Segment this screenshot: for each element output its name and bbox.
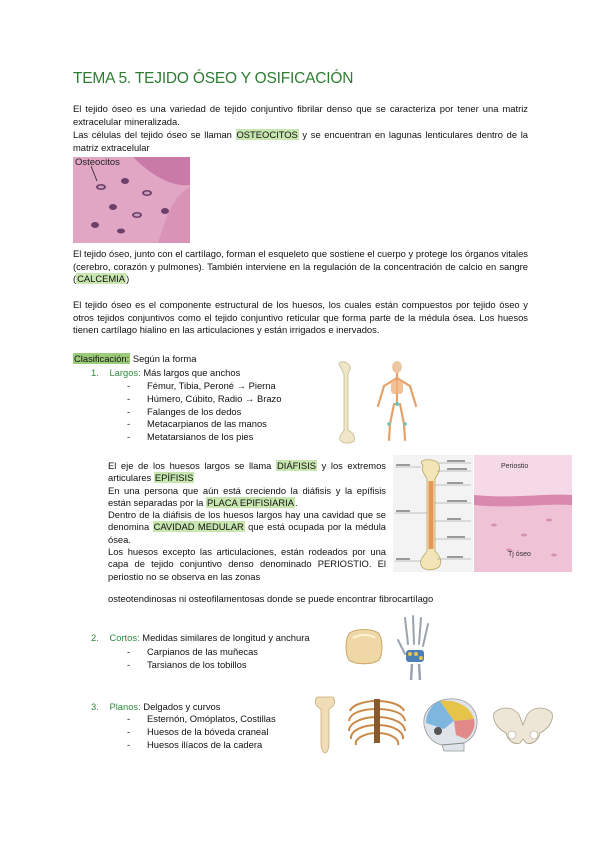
list-item: - Metatarsianos de los pies bbox=[127, 431, 281, 444]
periostio-text: Los huesos excepto las articulaciones, están rodeados por una capa de tejido conjuntivo denso denominado PERIOSTIO. El periostio no se observa en las zonas bbox=[108, 546, 386, 582]
largos-number: 1. bbox=[91, 367, 99, 378]
femur-image bbox=[334, 360, 362, 444]
epifisis-highlight: EPÍFISIS bbox=[154, 472, 194, 484]
intro-paragraph-2 bbox=[73, 129, 528, 154]
diafisis-highlight: DIÁFISIS bbox=[276, 460, 317, 471]
ribcage-image bbox=[344, 695, 410, 753]
periostio-label: Periostio bbox=[501, 463, 529, 470]
list-item: - Falanges de los dedos bbox=[127, 406, 281, 419]
cortos-desc: Medidas similares de longitud y anchura bbox=[139, 632, 310, 643]
classification-subtitle: Según la forma bbox=[130, 353, 197, 364]
hand-bones-image bbox=[395, 614, 435, 682]
sternum-image bbox=[311, 695, 339, 755]
placa-text-b: . bbox=[295, 496, 298, 508]
list-item: - Fémur, Tibia, Peroné → Pierna bbox=[127, 380, 281, 393]
skull-image bbox=[414, 695, 482, 755]
list-item: - Húmero, Cúbito, Radio → Brazo bbox=[127, 393, 281, 406]
osteocitos-highlight: OSTEOCITOS bbox=[236, 129, 298, 140]
tj-oseo-label: Tj óseo bbox=[508, 551, 531, 558]
cortos-number: 2. bbox=[91, 632, 99, 643]
list-item: - Esternón, Omóplatos, Costillas bbox=[127, 713, 276, 726]
cavidad-highlight: CAVIDAD MEDULAR bbox=[153, 521, 244, 533]
cortos-heading bbox=[91, 632, 310, 644]
periostio-text-end: osteotendinosas ni osteofilamentosas donde se puede encontrar fibrocartílago bbox=[108, 593, 434, 604]
diafisis-text-b: y los extremos articulares bbox=[108, 460, 386, 484]
functions-text: El tejido óseo, junto con el cartílago, forman el esqueleto que sostiene el cuerpo y protege los órganos vitales (cerebro, corazón y pulmones). También interviene en la regulación de la concentración de calcio en sangre ( bbox=[73, 248, 528, 285]
list-item: - Tarsianos de los tobillos bbox=[127, 659, 258, 672]
diafisis-text bbox=[108, 460, 386, 485]
classification-header bbox=[73, 353, 196, 365]
largos-name: Largos: bbox=[109, 367, 141, 378]
planos-desc: Delgados y curvos bbox=[140, 701, 221, 712]
placa-highlight: PLACA EPIFISIARIA bbox=[206, 496, 294, 508]
calcemia-highlight: CALCEMIA bbox=[77, 273, 126, 285]
largos-detail bbox=[108, 460, 386, 583]
cortos-name: Cortos: bbox=[109, 632, 140, 643]
largos-list bbox=[127, 380, 281, 444]
list-item: - Metacarpianos de las manos bbox=[127, 418, 281, 431]
list-item: - Huesos ilíacos de la cadera bbox=[127, 739, 276, 752]
skeleton-image bbox=[372, 360, 422, 444]
osteocitos-image bbox=[73, 157, 190, 243]
cavidad-text-a: Dentro de la diáfisis de los huesos largos hay una cavidad que se denomina bbox=[108, 509, 386, 533]
planos-list bbox=[127, 713, 276, 751]
placa-text-a: En una persona que aún está creciendo la diáfisis y la epífisis están separadas por la bbox=[108, 484, 386, 508]
classification-label: Clasificación: bbox=[74, 353, 130, 364]
placa-text bbox=[108, 485, 386, 510]
cavidad-text-b: que está ocupada por la médula ósea. bbox=[108, 521, 386, 545]
cortos-list bbox=[127, 646, 258, 672]
functions-text-end: ) bbox=[126, 273, 130, 285]
short-bone-image bbox=[343, 626, 385, 666]
intro-paragraph-1 bbox=[73, 103, 528, 128]
list-item: - Huesos de la bóveda craneal bbox=[127, 726, 276, 739]
planos-name: Planos: bbox=[109, 701, 141, 712]
pelvis-image bbox=[490, 703, 556, 749]
largos-desc: Más largos que anchos bbox=[140, 367, 241, 378]
functions-paragraph bbox=[73, 248, 528, 286]
page-title: TEMA 5. TEJIDO ÓSEO Y OSIFICACIÓN bbox=[73, 70, 354, 87]
periostio-histology-image bbox=[474, 455, 572, 572]
structure-paragraph: El tejido óseo es el componente estructural de los huesos, los cuales están compuestos por tejido óseo y otros tejidos conjuntivos como el tejido conjuntivo reticular que forma parte de la médula ósea. Los huesos tienen cartílago hialino en las articulaciones y están irrigados e inervados. bbox=[73, 299, 528, 336]
diafisis-text-a: El eje de los huesos largos se llama bbox=[108, 460, 276, 471]
largos-heading bbox=[91, 367, 240, 379]
intro-text-1: El tejido óseo es una variedad de tejido conjuntivo fibrilar denso que se caracteriza por tener una matriz extracelular mineralizada. bbox=[73, 103, 528, 127]
list-item: - Carpianos de las muñecas bbox=[127, 646, 258, 659]
long-bone-diagram bbox=[393, 455, 473, 572]
intro-text-2b: y se encuentran en lagunas lenticulares dentro de la matriz extracelular bbox=[73, 129, 528, 153]
planos-heading bbox=[91, 701, 220, 713]
planos-number: 3. bbox=[91, 701, 99, 712]
intro-text-2a: Las células del tejido óseo se llaman bbox=[73, 129, 236, 140]
osteocitos-label: Osteocitos bbox=[75, 157, 120, 168]
cavidad-text bbox=[108, 509, 386, 546]
